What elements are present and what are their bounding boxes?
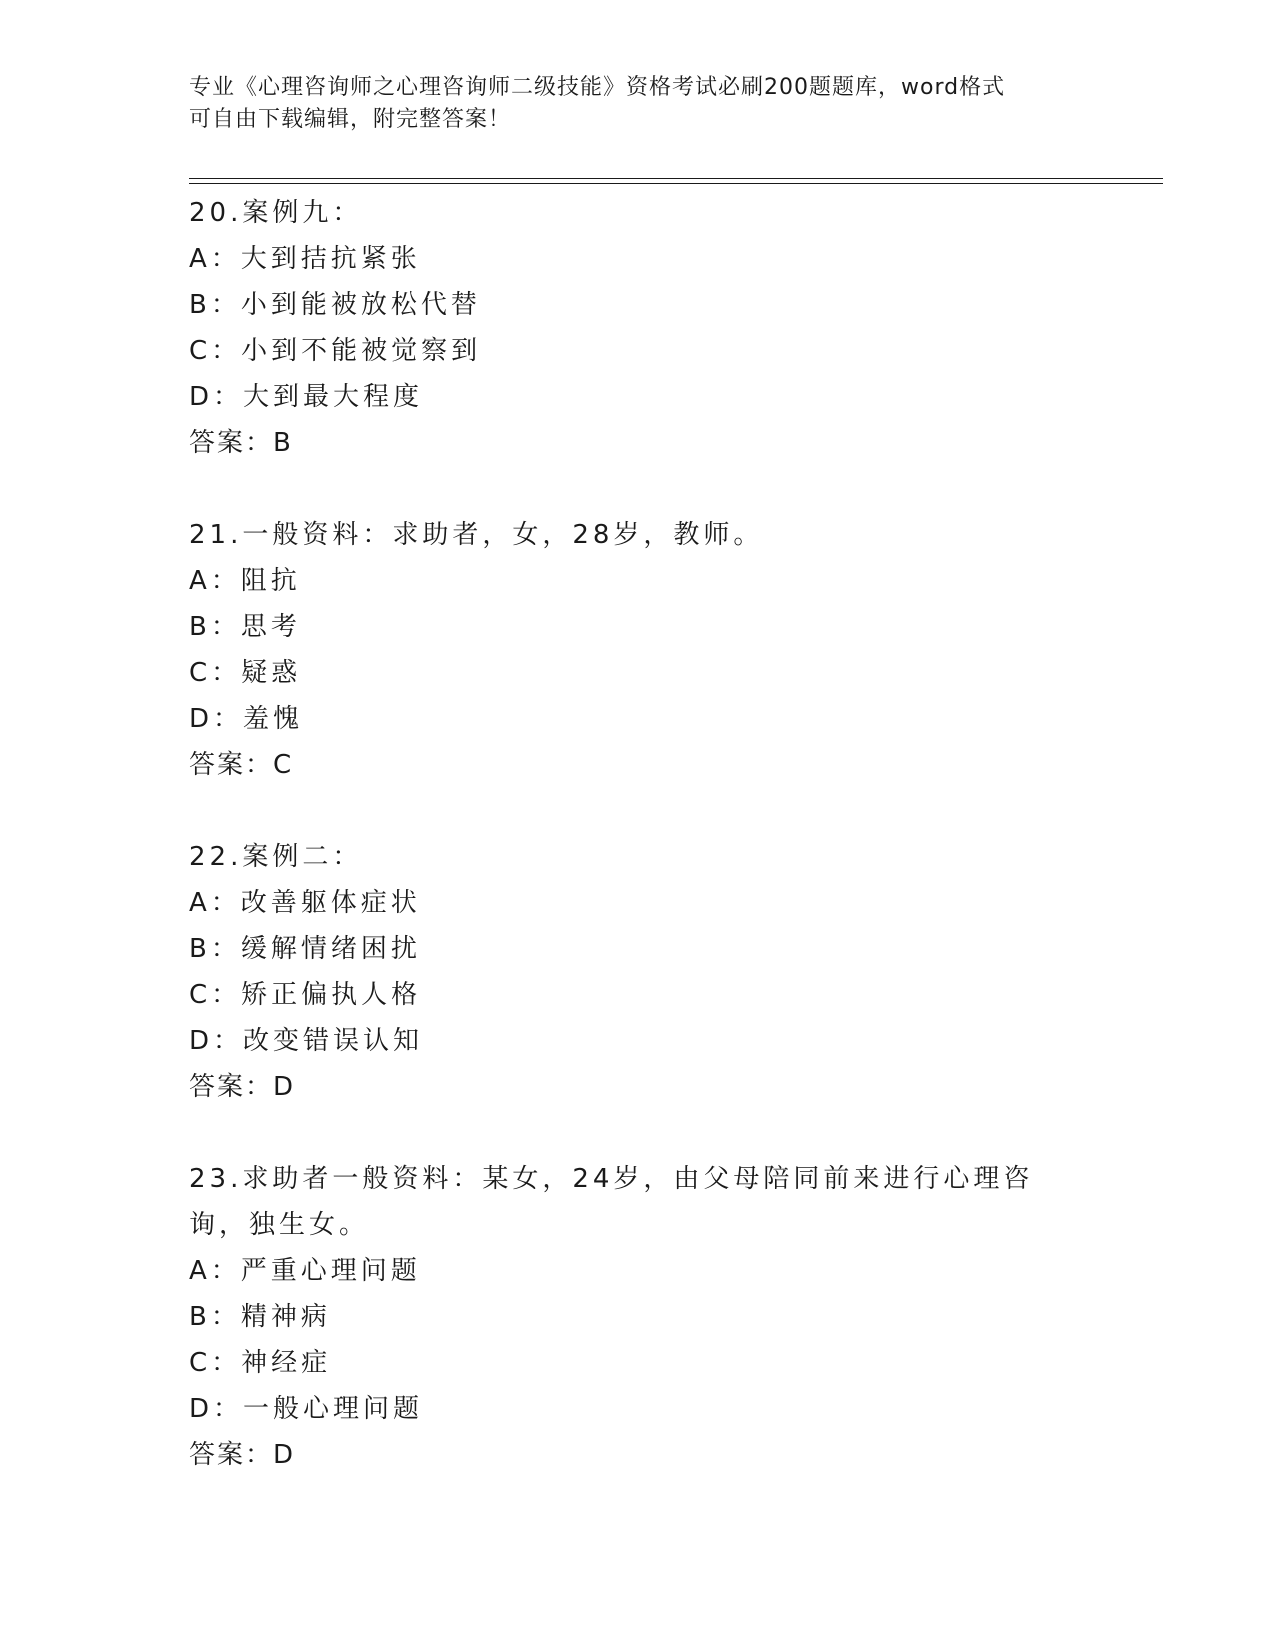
header-line-2: 可自由下载编辑，附完整答案！: [189, 107, 512, 132]
option-c: C：矫正偏执人格: [189, 980, 422, 1010]
question-stem: 21.一般资料：求助者，女，28岁，教师。: [189, 520, 764, 550]
option-d: D：一般心理问题: [189, 1394, 424, 1424]
option-c: C：神经症: [189, 1348, 332, 1378]
question-answer: 答案：D: [189, 1440, 296, 1470]
option-d: D：改变错误认知: [189, 1026, 424, 1056]
question-22: [189, 834, 1089, 1110]
question-23: [189, 1156, 1089, 1478]
header-line-1: 专业《心理咨询师之心理咨询师二级技能》资格考试必刷200题题库，word格式: [189, 75, 1006, 100]
option-d: D：羞愧: [189, 704, 304, 734]
question-stem: 22.案例二：: [189, 842, 363, 872]
question-list: [189, 190, 1089, 1524]
option-a: A：大到拮抗紧张: [189, 244, 421, 274]
option-a: A：改善躯体症状: [189, 888, 421, 918]
question-stem: 23.求助者一般资料：某女，24岁，由父母陪同前来进行心理咨询，独生女。: [189, 1164, 1034, 1240]
header-divider-top: [189, 178, 1163, 179]
header-divider-bottom: [189, 183, 1163, 184]
option-b: B：缓解情绪困扰: [189, 934, 421, 964]
option-a: A：阻抗: [189, 566, 301, 596]
document-header: [189, 72, 1089, 136]
question-20: [189, 190, 1089, 466]
option-d: D：大到最大程度: [189, 382, 424, 412]
option-b: B：精神病: [189, 1302, 331, 1332]
option-b: B：小到能被放松代替: [189, 290, 481, 320]
question-21: [189, 512, 1089, 788]
option-c: C：小到不能被觉察到: [189, 336, 482, 366]
question-stem: 20.案例九：: [189, 198, 363, 228]
question-answer: 答案：C: [189, 750, 294, 780]
option-a: A：严重心理问题: [189, 1256, 421, 1286]
option-c: C：疑惑: [189, 658, 302, 688]
question-answer: 答案：B: [189, 428, 293, 458]
question-answer: 答案：D: [189, 1072, 296, 1102]
option-b: B：思考: [189, 612, 301, 642]
